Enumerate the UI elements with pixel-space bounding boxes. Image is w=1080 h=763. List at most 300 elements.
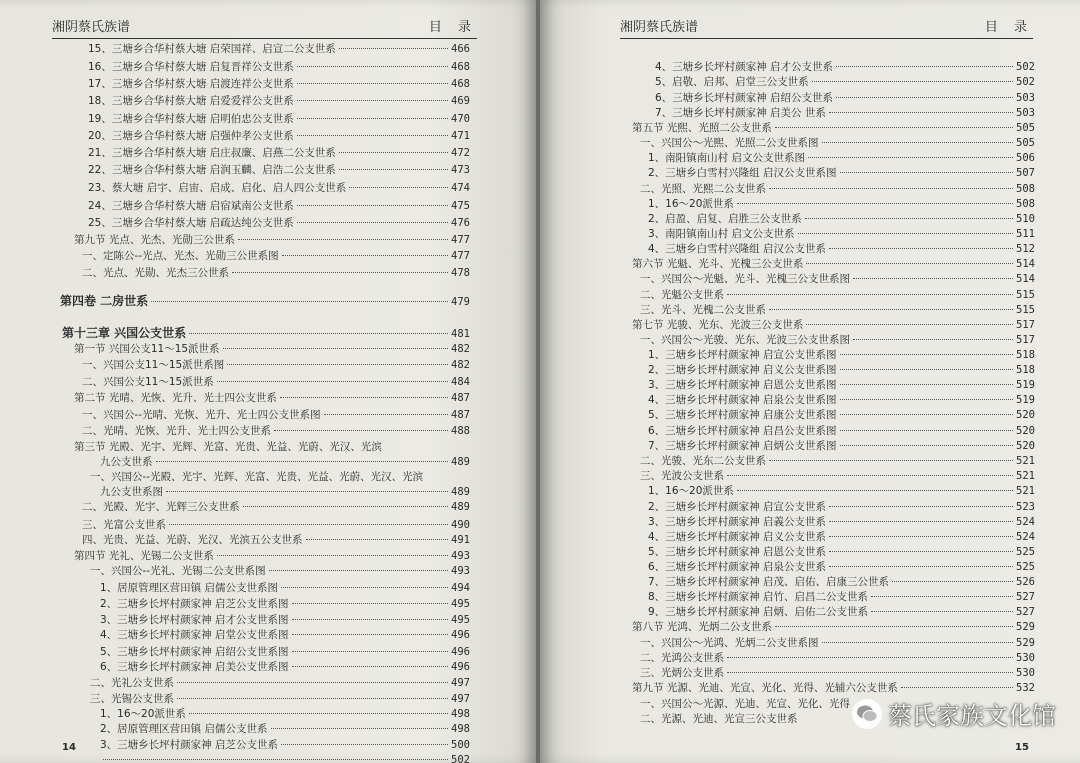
toc-leader-dots <box>840 354 1014 355</box>
toc-entry <box>100 753 470 763</box>
toc-leader-dots <box>727 475 1013 476</box>
toc-entry <box>632 681 1035 695</box>
toc-entry-title: 7、三塘乡长坪村颜家神 启美公 世系 <box>655 107 826 119</box>
toc-entry-page: 518 <box>1016 364 1035 376</box>
toc-entry <box>82 533 470 547</box>
toc-entry-title: 3、三塘乡长坪村颜家神 启恩公支世系图 <box>648 379 837 391</box>
toc-entry <box>88 60 470 74</box>
toc-entry-page: 521 <box>1016 485 1035 497</box>
toc-entry-page: 520 <box>1016 440 1035 452</box>
toc-entry-title: 25、三塘乡合华村蔡大塘 启疏达纯公支世系 <box>88 217 294 229</box>
toc-entry-title: 第四卷 二房世系 <box>60 294 149 308</box>
toc-entry <box>74 440 470 454</box>
toc-entry-title: 2、启盈、启复、启胜三公支世系 <box>648 213 802 225</box>
toc-entry <box>82 375 470 389</box>
toc-leader-dots <box>280 397 448 398</box>
toc-leader-dots <box>324 414 448 415</box>
toc-entry-title: 第十三章 兴国公支世系 <box>62 326 187 340</box>
toc-entry <box>640 666 1035 680</box>
toc-entry-title: 1、居原管理区营田镇 启儒公支世系图 <box>100 582 279 594</box>
toc-entry-page: 519 <box>1016 394 1035 406</box>
toc-entry <box>90 676 470 690</box>
toc-entry-title: 2、三塘乡白雪村兴隆组 启汉公支世系图 <box>648 167 837 179</box>
toc-entry-page: 527 <box>1016 591 1035 603</box>
toc-entry-title: 17、三塘乡合华村蔡大塘 启渡连祥公支世系 <box>88 78 294 90</box>
toc-entry-title: 二、光骏、光东二公支世系 <box>640 455 766 467</box>
toc-leader-dots <box>169 524 448 525</box>
toc-leader-dots <box>853 278 1013 279</box>
toc-leader-dots <box>737 203 1013 204</box>
toc-entry-page: 489 <box>451 456 470 468</box>
toc-entry <box>74 391 470 405</box>
toc-entry-title: 2、三塘乡长坪村颜家神 启芝公支世系图 <box>100 598 289 610</box>
toc-entry <box>640 454 1035 468</box>
toc-entry-page: 491 <box>451 534 470 546</box>
toc-entry <box>100 645 470 659</box>
toc-leader-dots <box>227 364 448 365</box>
toc-entry <box>88 94 470 108</box>
toc-leader-dots <box>769 188 1013 189</box>
toc-entry-title: 24、三塘乡合华村蔡大塘 启宿斌南公支世系 <box>88 200 294 212</box>
toc-entry-page: 520 <box>1016 425 1035 437</box>
toc-entry-title: 第二节 光晴、光恢、光升、光士四公支世系 <box>74 392 277 404</box>
toc-leader-dots <box>282 255 448 256</box>
toc-entry <box>648 166 1035 180</box>
toc-entry-page: 475 <box>451 200 470 212</box>
toc-entry-page: 517 <box>1016 334 1035 346</box>
toc-leader-dots <box>840 414 1014 415</box>
toc-entry <box>640 182 1035 196</box>
toc-entry-title: 2、居原管理区营田镇 启儒公支世系 <box>100 723 268 735</box>
toc-entry-page: 506 <box>1016 152 1035 164</box>
toc-entry <box>648 515 1035 529</box>
toc-entry <box>648 424 1035 438</box>
toc-entry <box>640 651 1035 665</box>
toc-entry-title: 第四节 光礼、光锡二公支世系 <box>74 550 214 562</box>
toc-leader-dots <box>281 587 448 588</box>
toc-leader-dots <box>806 263 1013 264</box>
toc-entry-page: 495 <box>451 614 470 626</box>
toc-entry-title: 一、兴国公～光源、光迪、光宣、光化、光得 <box>640 698 850 710</box>
section-title: 目 录 <box>984 20 1033 35</box>
toc-leader-dots <box>798 233 1014 234</box>
toc-entry-page: 503 <box>1016 92 1035 104</box>
toc-entry-title: 三、光斗、光槐二公支世系 <box>640 304 766 316</box>
toc-leader-dots <box>871 596 1013 597</box>
toc-leader-dots <box>892 581 1013 582</box>
toc-leader-dots <box>177 698 448 699</box>
toc-entry-page: 496 <box>451 629 470 641</box>
toc-entry <box>648 500 1035 514</box>
toc-entry-title: 第八节 光鸿、光炳二公支世系 <box>632 621 772 633</box>
toc-entry-page: 468 <box>451 78 470 90</box>
toc-entry-page: 498 <box>451 708 470 720</box>
toc-leader-dots <box>829 248 1013 249</box>
toc-entry <box>90 564 470 578</box>
toc-leader-dots <box>297 66 448 67</box>
toc-entry <box>640 272 1035 286</box>
toc-entry <box>632 318 1035 332</box>
toc-entry-title: 1、16～20派世系 <box>648 485 734 497</box>
toc-entry-page: 518 <box>1016 349 1035 361</box>
toc-entry <box>648 545 1035 559</box>
toc-leader-dots <box>281 744 448 745</box>
toc-leader-dots <box>269 570 448 571</box>
toc-entry-title: 九公支世系 <box>100 456 153 468</box>
toc-entry <box>648 408 1035 422</box>
toc-leader-dots <box>306 539 449 540</box>
toc-entry <box>655 106 1035 120</box>
toc-leader-dots <box>822 642 1014 643</box>
toc-entry-title: 1、16～20派世系 <box>648 198 734 210</box>
toc-entry-page: 505 <box>1016 137 1035 149</box>
toc-entry-page: 508 <box>1016 183 1035 195</box>
toc-entry <box>648 393 1035 407</box>
toc-leader-dots <box>339 152 448 153</box>
toc-entry-page: 495 <box>451 598 470 610</box>
toc-entry <box>88 42 470 56</box>
toc-entry <box>640 136 1035 150</box>
toc-entry-title: 二、兴国公支11～15派世系 <box>82 376 214 388</box>
toc-entry <box>88 199 470 213</box>
toc-entry-page: 517 <box>1016 319 1035 331</box>
toc-leader-dots <box>297 135 448 136</box>
toc-entry-title: 1、16～20派世系 <box>100 708 186 720</box>
toc-entry-title: 1、南阳镇南山村 启文公支世系图 <box>648 152 806 164</box>
toc-entry-page: 479 <box>451 296 470 308</box>
toc-entry <box>88 146 470 160</box>
toc-entry <box>648 484 1035 498</box>
right-page <box>540 0 1080 763</box>
toc-leader-dots <box>297 205 448 206</box>
toc-entry <box>82 249 470 263</box>
toc-entry-title: 第九节 光源、光迪、光宣、光化、光得、光辅六公支世系 <box>632 682 898 694</box>
toc-entry-title: 6、三塘乡长坪村颜家神 启昌公支世系图 <box>648 425 837 437</box>
toc-leader-dots <box>840 384 1014 385</box>
toc-entry-page: 519 <box>1016 379 1035 391</box>
toc-entry-page: 472 <box>451 147 470 159</box>
toc-leader-dots <box>829 521 1013 522</box>
toc-leader-dots <box>840 430 1014 431</box>
toc-entry-page: 524 <box>1016 531 1035 543</box>
toc-entry <box>655 75 1035 89</box>
toc-leader-dots <box>339 169 448 170</box>
toc-entry-title: 第三节 光殿、光宇、光辉、光富、光贵、光益、光蔚、光汉、光滨 <box>74 441 382 453</box>
toc-entry <box>655 91 1035 105</box>
toc-entry-title: 2、三塘乡长坪村颜家神 启义公支世系图 <box>648 364 837 376</box>
toc-entry <box>640 636 1035 650</box>
toc-entry-page: 493 <box>451 565 470 577</box>
toc-entry-title: 4、三塘乡长坪村颜家神 启泉公支世系图 <box>648 394 837 406</box>
toc-leader-dots <box>840 445 1014 446</box>
toc-entry-title: 1、三塘乡长坪村颜家神 启宣公支世系图 <box>648 349 837 361</box>
toc-entry-page: 530 <box>1016 667 1035 679</box>
toc-entry <box>648 575 1035 589</box>
toc-entry-title: 二、光照、光熙二公支世系 <box>640 183 766 195</box>
toc-entry-page: 502 <box>451 754 470 763</box>
toc-entry-page: 482 <box>451 343 470 355</box>
toc-leader-dots <box>339 48 448 49</box>
toc-entry <box>100 628 470 642</box>
toc-entry-page: 487 <box>451 392 470 404</box>
toc-leader-dots <box>829 566 1013 567</box>
toc-entry <box>100 455 470 469</box>
toc-entry-page: 529 <box>1016 621 1035 633</box>
toc-entry-title: 5、启敬、启邦、启堂三公支世系 <box>655 76 809 88</box>
toc-leader-dots <box>840 369 1014 370</box>
toc-leader-dots <box>292 666 449 667</box>
toc-entry-title: 二、光魁公支世系 <box>640 289 724 301</box>
toc-entry-page: 497 <box>451 693 470 705</box>
toc-leader-dots <box>829 112 1013 113</box>
left-header <box>52 14 477 39</box>
toc-entry-title: 8、三塘乡长坪村颜家神 启竹、启昌二公支世系 <box>648 591 869 603</box>
toc-leader-dots <box>871 611 1013 612</box>
toc-entry-title: 9、三塘乡长坪村颜家神 启炳、启佑二公支世系 <box>648 606 869 618</box>
toc-entry-title: 第五节 光熙、光照二公支世系 <box>632 122 772 134</box>
toc-entry-title: 5、三塘乡长坪村颜家神 启恩公支世系 <box>648 546 827 558</box>
toc-entry <box>640 303 1035 317</box>
toc-entry-title: 一、兴国公--光礼、光锡二公支世系图 <box>90 565 266 577</box>
toc-entry <box>82 424 470 438</box>
toc-entry-page: 521 <box>1016 455 1035 467</box>
toc-entry-title: 九公支世系图 <box>100 486 163 498</box>
toc-entry-page: 502 <box>1016 76 1035 88</box>
toc-entry-title: 15、三塘乡合华村蔡大塘 启荣国祥、启宣二公支世系 <box>88 43 336 55</box>
toc-leader-dots <box>769 460 1013 461</box>
toc-entry-title: 23、蔡大塘 启宇、启宙、启成、启化、启人四公支世系 <box>88 182 347 194</box>
toc-entry <box>632 121 1035 135</box>
toc-entry-page: 510 <box>1016 213 1035 225</box>
toc-leader-dots <box>829 551 1013 552</box>
toc-entry <box>648 212 1035 226</box>
toc-entry <box>88 216 470 230</box>
toc-entry <box>648 560 1035 574</box>
toc-leader-dots <box>223 348 448 349</box>
toc-entry-page: 498 <box>451 723 470 735</box>
toc-entry-page: 474 <box>451 182 470 194</box>
page-number: 14 <box>62 742 76 753</box>
toc-entry <box>648 348 1035 362</box>
toc-entry-title: 一、兴国公--光晴、光恢、光升、光士四公支世系图 <box>82 409 321 421</box>
toc-entry <box>648 197 1035 211</box>
toc-entry <box>640 469 1035 483</box>
toc-entry-title: 3、三塘乡长坪村颜家神 启芝公支世系 <box>100 739 279 751</box>
toc-leader-dots <box>103 759 448 760</box>
toc-entry-page: 488 <box>451 425 470 437</box>
toc-entry-title: 3、三塘乡长坪村颜家神 启才公支世系图 <box>100 614 289 626</box>
toc-entry-title: 二、光点、光勋、光杰三公世系 <box>82 267 229 279</box>
toc-entry-page: 489 <box>451 501 470 513</box>
toc-entry-page: 481 <box>451 328 470 340</box>
toc-entry-title: 19、三塘乡合华村蔡大塘 启明伯忠公支世系 <box>88 113 294 125</box>
toc-entry-page: 505 <box>1016 122 1035 134</box>
toc-entry <box>648 242 1035 256</box>
toc-entry <box>88 163 470 177</box>
toc-entry-page: 512 <box>1016 243 1035 255</box>
toc-entry-title: 21、三塘乡合华村蔡大塘 启庄叔廉、启燕二公支世系 <box>88 147 336 159</box>
toc-entry <box>74 233 470 247</box>
book-title: 湘阴蔡氏族谱 <box>620 20 699 35</box>
toc-leader-dots <box>297 222 448 223</box>
toc-leader-dots <box>836 66 1013 67</box>
toc-entry <box>648 530 1035 544</box>
toc-entry-page: 494 <box>451 582 470 594</box>
toc-entry-title: 一、兴国公～光熙、光照二公支世系图 <box>640 137 819 149</box>
toc-entry-page: 478 <box>451 267 470 279</box>
toc-entry-title: 2、三塘乡长坪村颜家神 启宣公支世系 <box>648 501 827 513</box>
toc-leader-dots <box>292 651 449 652</box>
toc-entry-page: 524 <box>1016 516 1035 528</box>
toc-leader-dots <box>836 97 1013 98</box>
toc-entry-page: 473 <box>451 164 470 176</box>
toc-entry-page: 514 <box>1016 273 1035 285</box>
toc-entry-title: 一、兴国公--光殿、光宇、光辉、光富、光贵、光益、光蔚、光汉、光滨 <box>90 471 424 483</box>
toc-entry-page: 521 <box>1016 470 1035 482</box>
toc-entry-page: 527 <box>1016 606 1035 618</box>
toc-leader-dots <box>292 634 449 635</box>
toc-entry <box>82 518 470 532</box>
toc-entry-title: 4、三塘乡长坪村颜家神 启义公支世系 <box>648 531 827 543</box>
toc-entry <box>100 707 470 721</box>
toc-entry-title: 一、兴国公支11～15派世系图 <box>82 359 225 371</box>
toc-entry-title: 20、三塘乡合华村蔡大塘 启强仲孝公支世系 <box>88 130 294 142</box>
toc-leader-dots <box>853 339 1013 340</box>
toc-leader-dots <box>829 506 1013 507</box>
left-page <box>0 0 536 763</box>
toc-entry-title: 一、兴国公～光鸿、光炳二公支世系图 <box>640 637 819 649</box>
toc-leader-dots <box>727 294 1013 295</box>
toc-leader-dots <box>829 536 1013 537</box>
toc-entry-title: 7、三塘乡长坪村颜家神 启茂、启佑、启康三公世系 <box>648 576 890 588</box>
toc-leader-dots <box>901 687 1013 688</box>
toc-entry-page: 529 <box>1016 637 1035 649</box>
watermark <box>852 696 1056 731</box>
toc-entry-page: 525 <box>1016 561 1035 573</box>
toc-leader-dots <box>177 682 448 683</box>
toc-entry-title: 三、光锡公支世系 <box>90 693 174 705</box>
toc-entry <box>88 112 470 126</box>
toc-entry-title: 三、光炳公支世系 <box>640 667 724 679</box>
page-number: 15 <box>1015 742 1029 753</box>
toc-entry-title: 第七节 光骏、光东、光波三公支世系 <box>632 319 804 331</box>
toc-entry <box>100 660 470 674</box>
toc-entry <box>62 326 470 340</box>
toc-entry-title: 二、光礼公支世系 <box>90 677 174 689</box>
toc-entry <box>82 408 470 422</box>
toc-entry-page: 476 <box>451 217 470 229</box>
toc-entry-title: 5、三塘乡长坪村颜家神 启康公支世系图 <box>648 409 837 421</box>
toc-entry-title: 6、三塘乡长坪村颜家神 启泉公支世系 <box>648 561 827 573</box>
toc-leader-dots <box>822 142 1014 143</box>
toc-entry-page: 520 <box>1016 409 1035 421</box>
toc-leader-dots <box>297 100 448 101</box>
toc-leader-dots <box>166 491 448 492</box>
toc-entry-page: 526 <box>1016 576 1035 588</box>
toc-entry <box>648 605 1035 619</box>
toc-entry-title: 22、三塘乡合华村蔡大塘 启润玉麟、启浩二公支世系 <box>88 164 336 176</box>
toc-leader-dots <box>775 626 1013 627</box>
toc-entry-page: 511 <box>1016 228 1035 240</box>
toc-entry <box>648 227 1035 241</box>
toc-leader-dots <box>806 324 1013 325</box>
toc-entry <box>640 288 1035 302</box>
toc-leader-dots <box>271 728 449 729</box>
toc-leader-dots <box>189 713 448 714</box>
toc-entry <box>632 257 1035 271</box>
toc-entry-page: 508 <box>1016 198 1035 210</box>
toc-entry-title: 一、兴国公～光骏、光东、光波三公支世系图 <box>640 334 850 346</box>
toc-entry-title: 6、三塘乡长坪村颜家神 启绍公支世系 <box>655 92 834 104</box>
toc-entry-page: 490 <box>451 519 470 531</box>
toc-entry-title: 3、三塘乡长坪村颜家神 启義公支世系 <box>648 516 827 528</box>
toc-leader-dots <box>243 506 449 507</box>
toc-entry <box>88 77 470 91</box>
toc-leader-dots <box>238 239 448 240</box>
toc-entry-page: 523 <box>1016 501 1035 513</box>
toc-entry-page: 489 <box>451 486 470 498</box>
toc-leader-dots <box>727 657 1013 658</box>
toc-leader-dots <box>808 157 1013 158</box>
toc-leader-dots <box>292 619 449 620</box>
toc-entry <box>100 597 470 611</box>
wechat-icon <box>852 699 882 729</box>
toc-entry-page: 471 <box>451 130 470 142</box>
toc-leader-dots <box>812 81 1013 82</box>
toc-leader-dots <box>727 672 1013 673</box>
toc-entry-title: 三、光富公支世系 <box>82 519 166 531</box>
watermark-text: 蔡氏家族文化馆 <box>888 702 1056 730</box>
toc-entry-title: 4、三塘乡长坪村颜家神 启才公支世系 <box>655 61 834 73</box>
toc-entry <box>100 581 470 595</box>
toc-entry <box>648 378 1035 392</box>
toc-entry-title: 3、南阳镇南山村 启文公支世系 <box>648 228 795 240</box>
toc-entry <box>648 439 1035 453</box>
toc-entry-page: 482 <box>451 359 470 371</box>
toc-entry-page: 502 <box>1016 61 1035 73</box>
toc-entry-title: 18、三塘乡合华村蔡大塘 启爱爱祥公支世系 <box>88 95 294 107</box>
toc-leader-dots <box>297 83 448 84</box>
toc-entry-page: 497 <box>451 677 470 689</box>
toc-entry <box>82 266 470 280</box>
toc-entry-page: 487 <box>451 409 470 421</box>
toc-entry-page: 470 <box>451 113 470 125</box>
toc-entry <box>100 485 470 499</box>
toc-entry-page: 477 <box>451 250 470 262</box>
toc-entry <box>648 151 1035 165</box>
toc-leader-dots <box>297 118 448 119</box>
toc-entry-page: 532 <box>1016 682 1035 694</box>
toc-entry-title: 4、三塘乡白雪村兴隆组 启汉公支世系 <box>648 243 827 255</box>
toc-entry-page: 525 <box>1016 546 1035 558</box>
toc-leader-dots <box>737 490 1013 491</box>
right-header <box>620 14 1033 39</box>
toc-entry-page: 514 <box>1016 258 1035 270</box>
toc-entry <box>632 620 1035 634</box>
book-title: 湘阴蔡氏族谱 <box>52 20 131 35</box>
toc-entry-title: 二、光晴、光恢、光升、光士四公支世系 <box>82 425 271 437</box>
toc-entry-page: 503 <box>1016 107 1035 119</box>
toc-entry-page: 496 <box>451 661 470 673</box>
toc-entry <box>100 738 470 752</box>
toc-entry-page: 484 <box>451 376 470 388</box>
toc-leader-dots <box>189 333 448 334</box>
toc-entry-page: 466 <box>451 43 470 55</box>
toc-leader-dots <box>840 172 1014 173</box>
toc-leader-dots <box>274 430 448 431</box>
toc-entry-page: 496 <box>451 646 470 658</box>
toc-entry <box>82 500 470 514</box>
